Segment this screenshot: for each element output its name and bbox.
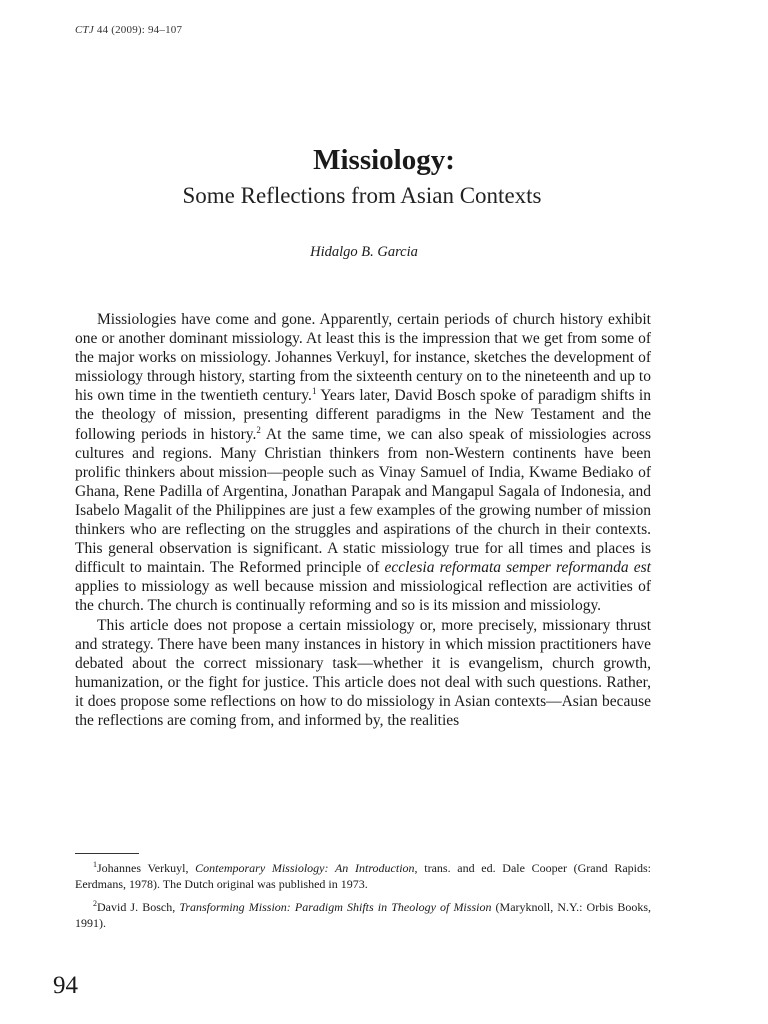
paragraph-1-text-a: Missiologies have come and gone. Apparently, certain periods of church history exhibit one or another dominant missiology. At least this is the impression that we get from some of the major works on missiology. Johannes Verkuyl, for instance, sketches the development of missiology through history, starting from the sixteenth century on to the nineteenth and up to his own time in the twentieth century. xyxy=(75,311,651,405)
article-title: Missiology: xyxy=(313,144,455,176)
footnote-2-number: 2 xyxy=(93,899,97,908)
footnote-2-work: Transforming Mission: Paradigm Shifts in Theology of Mission xyxy=(179,900,492,914)
article-body xyxy=(75,310,651,730)
footnote-2 xyxy=(75,899,651,931)
footnote-2-rest: (Maryknoll, N.Y.: Orbis Books, 1991). xyxy=(75,900,652,930)
footnote-divider xyxy=(75,853,139,854)
article-subtitle: Some Reflections from Asian Contexts xyxy=(182,183,542,208)
footnotes xyxy=(75,860,651,938)
author-name: Hidalgo B. Garcia xyxy=(310,244,418,260)
latin-phrase: ecclesia reformata semper reformanda est xyxy=(384,559,651,577)
footnote-1-work: Contemporary Missiology: An Introduction xyxy=(195,861,415,875)
paragraph-1-text-d: applies to missiology as well because mission and missiological reflection are activities of the church. The church is continually reforming and so is its mission and missiology. xyxy=(75,578,651,615)
footnote-1-rest: , trans. and ed. Dale Cooper (Grand Rapids: Eerdmans, 1978). The Dutch original was published in 1973. xyxy=(75,861,651,891)
running-header xyxy=(75,24,182,36)
journal-citation: 44 (2009): 94–107 xyxy=(93,24,183,36)
footnote-1-number: 1 xyxy=(93,860,97,869)
footnote-1 xyxy=(75,860,651,892)
footnote-ref-1[interactable]: 1 xyxy=(311,386,317,397)
page-number: 94 xyxy=(53,972,78,999)
paragraph-1 xyxy=(75,310,651,616)
paragraph-1-text-c: At the same time, we can also speak of missiologies across cultures and regions. Many Christian thinkers from non-Western continents have been prolific thinkers about mission—people such as Vinay Samuel of India, Kwame Bediako of Ghana, Rene Padilla of Argentina, Jonathan Parapak and Mangapul Sagala of Indonesia, and Isabelo Magalit of the Philippines are just a few examples of the growing number of mission thinkers who are reflecting on the struggles and aspirations of the church in their contexts. This general observation is significant. A static missiology true for all times and places is difficult to maintain. The Reformed principle of xyxy=(75,425,651,577)
footnote-2-author: David J. Bosch, xyxy=(97,900,180,914)
footnote-1-author: Johannes Verkuyl, xyxy=(97,861,196,875)
paragraph-1-text-b: Years later, David Bosch spoke of paradigm shifts in the theology of mission, presenting different paradigms in the New Testament and the following periods in history. xyxy=(75,387,651,443)
paragraph-2: This article does not propose a certain missiology or, more precisely, missionary thrust and strategy. There have been many instances in history in which mission practitioners have debated about the correct missionary task—whether it is evangelism, church growth, humanization, or the fight for justice. This article does not deal with such questions. Rather, it does propose some reflections on how to do missiology in Asian contexts—Asian because the reflections are coming from, and informed by, the realities xyxy=(75,616,651,729)
footnote-ref-2[interactable]: 2 xyxy=(256,424,261,435)
journal-abbreviation: CTJ xyxy=(75,24,94,36)
